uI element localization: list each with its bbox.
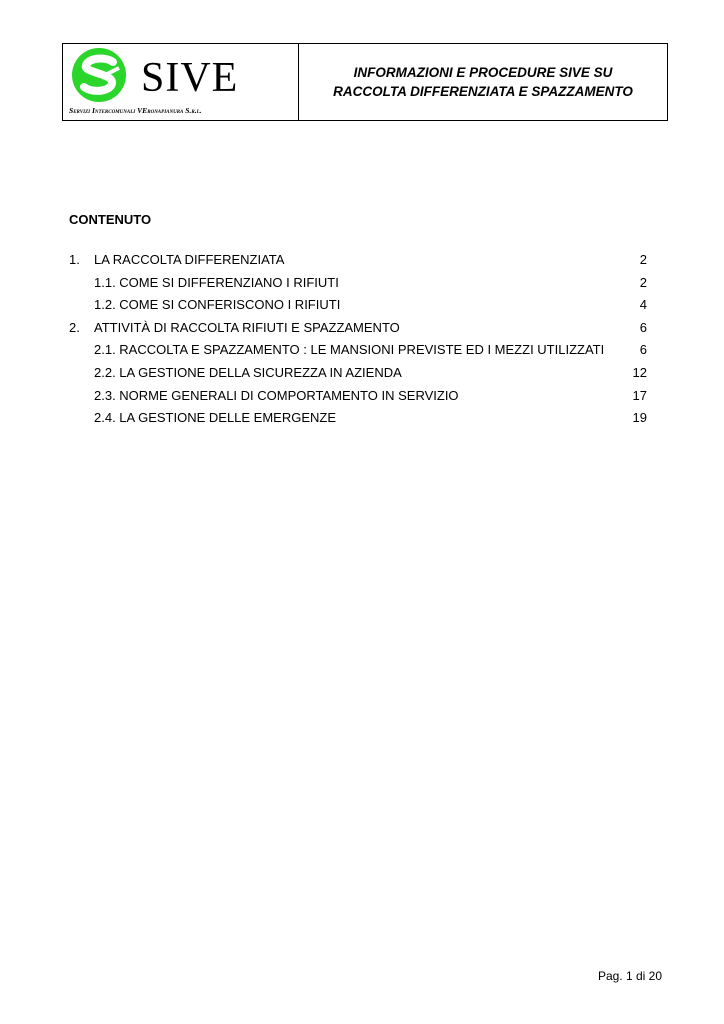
toc-entry[interactable] — [69, 408, 647, 431]
toc-entry-page: 6 — [639, 342, 647, 358]
toc-entry[interactable] — [69, 318, 647, 341]
document-header — [62, 43, 668, 121]
toc-entry-title: LA RACCOLTA DIFFERENZIATA — [94, 252, 285, 267]
title-line-2: RACCOLTA DIFFERENZIATA E SPAZZAMENTO — [333, 84, 633, 99]
toc-entry[interactable] — [69, 363, 647, 386]
toc-entry-title: 2.4. LA GESTIONE DELLE EMERGENZE — [94, 410, 337, 426]
toc-entry[interactable] — [69, 250, 647, 273]
logo-subtitle: Servizi Intercomunali VEronapianura S.r.l. — [69, 106, 202, 115]
company-logo — [63, 44, 299, 120]
toc-entry-page: 4 — [639, 297, 647, 313]
toc-entry-page: 2 — [639, 274, 647, 290]
toc-heading: CONTENUTO — [69, 212, 152, 227]
toc-entry-title: 2.1. RACCOLTA E SPAZZAMENTO : LE MANSIONI PREVISTE ED I MEZZI UTILIZZATI — [94, 342, 605, 358]
toc-entry-page: 17 — [632, 387, 647, 403]
table-of-contents — [69, 250, 647, 431]
sive-logo-icon — [67, 46, 135, 104]
toc-entry-page: 6 — [639, 319, 647, 335]
toc-entry-page: 19 — [632, 410, 647, 426]
toc-entry-number: 2. — [69, 319, 80, 335]
toc-entry-title: 2.3. NORME GENERALI DI COMPORTAMENTO IN SERVIZIO — [94, 387, 459, 403]
document-title — [299, 44, 667, 120]
toc-entry-title: 1.1. COME SI DIFFERENZIANO I RIFIUTI — [94, 274, 339, 290]
toc-entry-title: ATTIVITÀ DI RACCOLTA RIFIUTI E SPAZZAMENTO — [94, 319, 400, 335]
title-line-1: INFORMAZIONI E PROCEDURE SIVE SU — [353, 65, 613, 80]
toc-entry-title: 2.2. LA GESTIONE DELLA SICUREZZA IN AZIENDA — [94, 364, 402, 380]
toc-entry-number: 1. — [69, 252, 80, 267]
page-number: Pag. 1 di 20 — [597, 969, 662, 983]
toc-entry-page: 2 — [639, 252, 647, 267]
toc-entry[interactable] — [69, 340, 647, 363]
toc-entry[interactable] — [69, 386, 647, 409]
toc-entry[interactable] — [69, 273, 647, 296]
toc-entry-page: 12 — [632, 364, 647, 380]
logo-wordmark: SIVE — [141, 55, 239, 101]
toc-entry[interactable] — [69, 295, 647, 318]
toc-entry-title: 1.2. COME SI CONFERISCONO I RIFIUTI — [94, 297, 341, 313]
